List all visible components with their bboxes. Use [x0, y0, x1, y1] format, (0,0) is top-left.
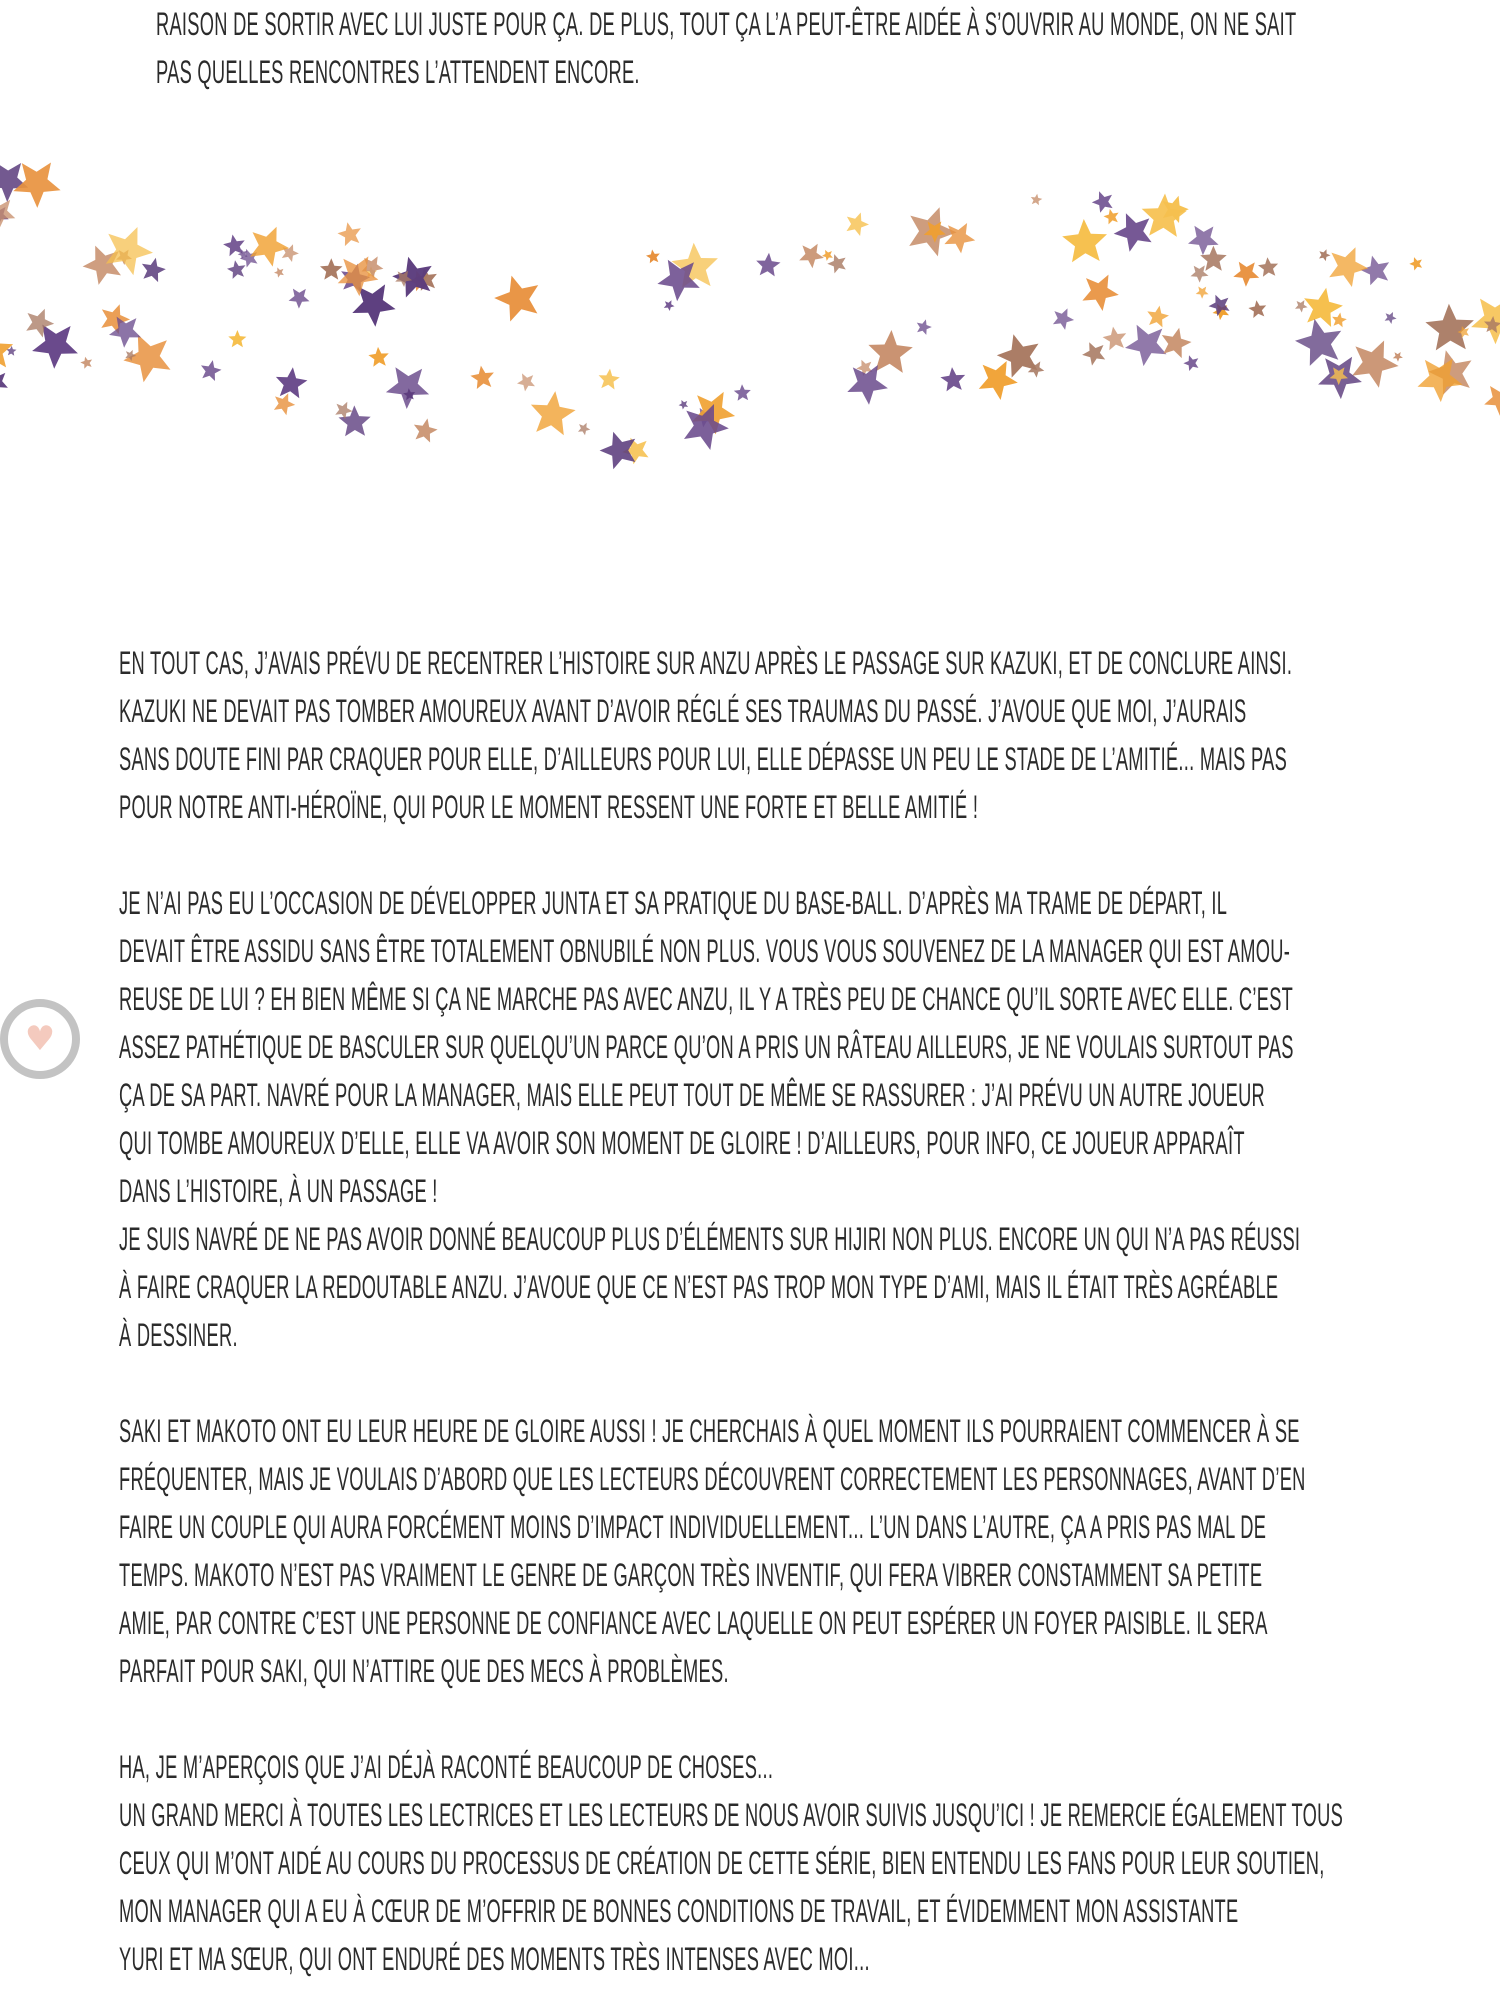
star-icon — [909, 207, 956, 256]
star-icon — [109, 317, 141, 348]
star-icon — [1319, 249, 1331, 261]
star-icon — [403, 388, 415, 400]
star-icon — [335, 402, 352, 420]
star-icon — [734, 384, 751, 401]
star-icon — [679, 400, 689, 410]
text-line: MON MANAGER QUI A EU À CŒUR DE M’OFFRIR DE BONNES CONDITIONS DE TRAVAIL, ET ÉVIDEMMENT MON ASSISTANTE — [119, 1893, 1239, 1929]
star-icon — [646, 250, 660, 264]
star-icon — [13, 163, 60, 208]
text-line: DANS L’HISTOIRE, À UN PASSAGE ! — [119, 1173, 438, 1209]
star-icon — [1458, 326, 1470, 338]
star-icon — [1031, 194, 1043, 206]
star-icon — [657, 260, 699, 302]
text-line: SAKI ET MAKOTO ONT EU LEUR HEURE DE GLOIRE AUSSI ! JE CHERCHAIS À QUEL MOMENT ILS POURRAIENT COMMENCER À SE — [119, 1413, 1300, 1449]
star-icon — [1200, 246, 1227, 271]
text-line: SANS DOUTE FINI PAR CRAQUER POUR ELLE, D’AILLEURS POUR LUI, ELLE DÉPASSE UN PEU LE STADE DE L’AMITIÉ... MAIS PAS — [119, 741, 1288, 777]
star-icon — [228, 330, 246, 347]
star-icon — [0, 206, 9, 226]
star-icon — [142, 258, 166, 282]
star-icon — [1330, 367, 1349, 385]
star-icon — [847, 365, 888, 405]
text-line: POUR NOTRE ANTI-HÉROÏNE, QUI POUR LE MOMENT RESSENT UNE FORTE ET BELLE AMITIÉ ! — [119, 789, 979, 825]
watermark-logo — [0, 999, 80, 1079]
star-icon — [414, 418, 438, 442]
text-line: RAISON DE SORTIR AVEC LUI JUSTE POUR ÇA. DE PLUS, TOUT ÇA L’A PEUT-ÊTRE AIDÉE À S’OUVRIR AU MONDE, ON NE SAIT — [156, 6, 1297, 42]
star-icon — [1295, 319, 1341, 366]
star-icon — [822, 250, 833, 261]
star-icon — [1147, 306, 1169, 328]
intro-paragraph — [156, 0, 1426, 96]
star-icon — [470, 366, 494, 389]
star-icon — [106, 227, 153, 275]
text-line: HA, JE M’APERÇOIS QUE J’AI DÉJÀ RACONTÉ BEAUCOUP DE CHOSES... — [119, 1749, 774, 1785]
text-line: KAZUKI NE DEVAIT PAS TOMBER AMOUREUX AVANT D’AVOIR RÉGLÉ SES TRAUMAS DU PASSÉ. J’AVOUE QUE MOI, J’AURAIS — [119, 693, 1247, 729]
star-icon — [1213, 304, 1230, 320]
star-icon — [341, 264, 370, 294]
text-line: JE SUIS NAVRÉ DE NE PAS AVOIR DONNÉ BEAUCOUP PLUS D’ÉLÉMENTS SUR HIJIRI NON PLUS. ENCORE UN QUI N’A PAS RÉUSSI — [119, 1221, 1301, 1257]
afterword-text — [119, 639, 1389, 1983]
text-line: DEVAIT ÊTRE ASSIDU SANS ÊTRE TOTALEMENT OBNUBILÉ NON PLUS. VOUS VOUS SOUVENEZ DE LA MANAGER QUI EST AMOU- — [119, 933, 1291, 969]
star-icon — [274, 393, 295, 415]
star-icon — [227, 260, 246, 279]
star-icon — [1125, 325, 1167, 366]
star-icon — [0, 199, 15, 229]
star-icon — [692, 392, 735, 435]
text-line: PARFAIT POUR SAKI, QUI N’ATTIRE QUE DES MECS À PROBLÈMES. — [119, 1653, 729, 1689]
star-icon — [1082, 275, 1118, 311]
star-icon — [847, 213, 870, 237]
star-icon — [1304, 288, 1343, 327]
text-line: EN TOUT CAS, J’AVAIS PRÉVU DE RECENTRER L’HISTOIRE SUR ANZU APRÈS LE PASSAGE SUR KAZUKI, ET DE CONCLURE AINSI. — [119, 645, 1293, 681]
star-icon — [414, 268, 437, 291]
star-icon — [409, 271, 429, 291]
star-icon — [979, 361, 1018, 400]
text-line: JE N’AI PAS EU L’OCCASION DE DÉVELOPPER JUNTA ET SA PRATIQUE DU BASE-BALL. D’APRÈS MA TRAME DE DÉPART, IL — [119, 885, 1228, 921]
text-line: AMIE, PAR CONTRE C’EST UNE PERSONNE DE CONFIANCE AVEC LAQUELLE ON PEUT ESPÉRER UN FOYER PAISIBLE. IL SERA — [119, 1605, 1268, 1641]
star-icon — [1258, 257, 1278, 277]
star-icon — [494, 276, 538, 322]
star-icon — [672, 243, 718, 288]
star-icon — [365, 266, 377, 278]
star-icon — [1162, 328, 1192, 358]
star-icon — [1209, 295, 1230, 317]
star-icon — [1352, 341, 1398, 388]
text-line: TEMPS. MAKOTO N’EST PAS VRAIMENT LE GENRE DE GARÇON TRÈS INVENTIF, QUI FERA VIBRER CONSTAMMENT SA PETITE — [119, 1557, 1263, 1593]
star-icon — [250, 227, 289, 267]
text-line: FAIRE UN COUPLE QUI AURA FORCÉMENT MOINS D’IMPACT INDIVIDUELLEMENT... L’UN DANS L’AUTRE, ÇA A PRIS PAS MAL DE — [119, 1509, 1267, 1545]
text-line: QUI TOMBE AMOUREUX D’ELLE, ELLE VA AVOIR SON MOMENT DE GLOIRE ! D’AILLEURS, POUR INFO, CE JOUEUR APPARAÎT — [119, 1125, 1245, 1161]
text-line: À DESSINER. — [119, 1317, 238, 1353]
star-icon — [622, 438, 648, 465]
star-icon — [123, 335, 170, 383]
star-icon — [80, 357, 92, 369]
star-icon — [1418, 359, 1463, 403]
star-icon — [83, 246, 121, 285]
star-icon — [274, 267, 284, 277]
star-icon — [1393, 352, 1403, 362]
star-icon — [944, 223, 975, 253]
star-icon — [856, 360, 872, 376]
paragraph-junta-hijiri — [119, 879, 1389, 1359]
star-icon — [276, 367, 308, 398]
star-icon — [1385, 312, 1397, 324]
text-line: UN GRAND MERCI À TOUTES LES LECTRICES ET LES LECTEURS DE NOUS AVOIR SUIVIS JUSQU’ICI ! JE REMERCIE ÉGALEMENT TOUS — [119, 1797, 1344, 1833]
star-icon — [1082, 342, 1105, 365]
star-icon — [1183, 355, 1198, 371]
star-icon — [1425, 304, 1474, 351]
star-icon — [1428, 350, 1471, 395]
star-icon — [1332, 313, 1347, 328]
star-icon — [201, 360, 222, 381]
star-icon — [868, 330, 912, 373]
star-icon — [1163, 196, 1189, 223]
star-icon — [0, 331, 13, 368]
text-line: FRÉQUENTER, MAIS JE VOULAIS D’ABORD QUE LES LECTEURS DÉCOUVRENT CORRECTEMENT LES PERSONNAGES, AVANT D’EN — [119, 1461, 1306, 1497]
star-icon — [392, 257, 432, 298]
star-icon — [125, 350, 136, 361]
star-icon — [352, 284, 395, 326]
star-icon — [799, 244, 824, 268]
star-icon — [320, 258, 343, 279]
heart-icon: ♥ — [24, 1019, 56, 1059]
star-icon — [1142, 194, 1187, 237]
star-icon — [1191, 265, 1209, 282]
star-icon — [1188, 226, 1219, 256]
star-icon — [1062, 219, 1107, 262]
star-icon — [32, 325, 78, 369]
star-icon — [223, 235, 245, 257]
star-icon — [238, 249, 248, 259]
star-icon — [1409, 257, 1422, 270]
star-icon — [599, 369, 620, 390]
star-icon — [116, 250, 132, 265]
star-icon — [1318, 357, 1362, 399]
star-icon — [338, 256, 379, 296]
star-icon — [600, 432, 636, 470]
text-line: ÇA DE SA PART. NAVRÉ POUR LA MANAGER, MAIS ELLE PEUT TOUT DE MÊME SE RASSURER : J’AI PRÉVU UN AUTRE JOUEUR — [119, 1077, 1266, 1113]
star-icon — [386, 367, 429, 409]
star-icon — [0, 371, 8, 395]
star-icon — [664, 300, 675, 311]
text-line: YURI ET MA SŒUR, QUI ONT ENDURÉ DES MOMENTS TRÈS INTENSES AVEC MOI... — [119, 1941, 870, 1977]
star-icon — [827, 254, 846, 273]
text-line: PAS QUELLES RENCONTRES L’ATTENDENT ENCORE. — [156, 54, 640, 90]
paragraph-saki-makoto — [119, 1407, 1389, 1695]
star-icon — [282, 244, 299, 262]
text-line: À FAIRE CRAQUER LA REDOUTABLE ANZU. J’AVOUE QUE CE N’EST PAS TROP MON TYPE D’AMI, MAIS IL ÉTAIT TRÈS AGRÉABLE — [119, 1269, 1279, 1305]
star-icon — [1104, 209, 1119, 225]
star-icon — [240, 249, 258, 268]
star-icon — [756, 253, 780, 277]
star-icon — [1329, 247, 1368, 287]
star-icon — [1114, 213, 1152, 252]
star-icon — [362, 256, 384, 278]
star-icon — [338, 222, 361, 246]
star-icon — [368, 347, 388, 367]
star-icon — [101, 304, 130, 334]
star-icon — [1092, 191, 1113, 213]
text-line: ASSEZ PATHÉTIQUE DE BASCULER SUR QUELQU’UN PARCE QU’ON A PRIS UN RÂTEAU AILLEURS, JE NE VOULAIS SURTOUT PAS — [119, 1029, 1294, 1065]
text-line: REUSE DE LUI ? EH BIEN MÊME SI ÇA NE MARCHE PAS AVEC ANZU, IL Y A TRÈS PEU DE CHANCE QU’IL SORTE AVEC ELLE. C’EST — [119, 981, 1294, 1017]
star-icon — [1028, 361, 1045, 377]
star-icon — [1484, 316, 1500, 333]
star-icon — [339, 405, 371, 436]
star-icon — [26, 309, 54, 338]
star-icon — [289, 289, 310, 309]
star-icon — [1103, 327, 1127, 351]
star-icon — [578, 423, 590, 435]
star-icon — [917, 319, 932, 335]
star-icon — [1484, 386, 1500, 416]
star-icon — [1196, 287, 1209, 299]
star-icon — [1248, 300, 1266, 318]
star-icon — [1233, 262, 1259, 287]
paragraph-thanks — [119, 1743, 1389, 1983]
star-icon — [1295, 300, 1308, 312]
star-icon — [1360, 256, 1389, 286]
star-icon — [517, 373, 535, 391]
star-icon — [0, 162, 28, 202]
paragraph-anzu — [119, 639, 1389, 831]
star-icon — [997, 334, 1039, 377]
star-icon — [1471, 298, 1500, 344]
star-icon — [940, 367, 965, 391]
star-icon — [694, 408, 714, 428]
star-icon — [1053, 308, 1074, 330]
star-icon — [924, 222, 946, 243]
text-line: CEUX QUI M’ONT AIDÉ AU COURS DU PROCESSUS DE CRÉATION DE CETTE SÉRIE, BIEN ENTENDU LES FANS POUR LEUR SOUTIEN, — [119, 1845, 1325, 1881]
star-icon — [531, 391, 576, 435]
star-icon — [684, 404, 729, 450]
star-icon — [6, 346, 16, 356]
star-icon — [395, 271, 412, 287]
